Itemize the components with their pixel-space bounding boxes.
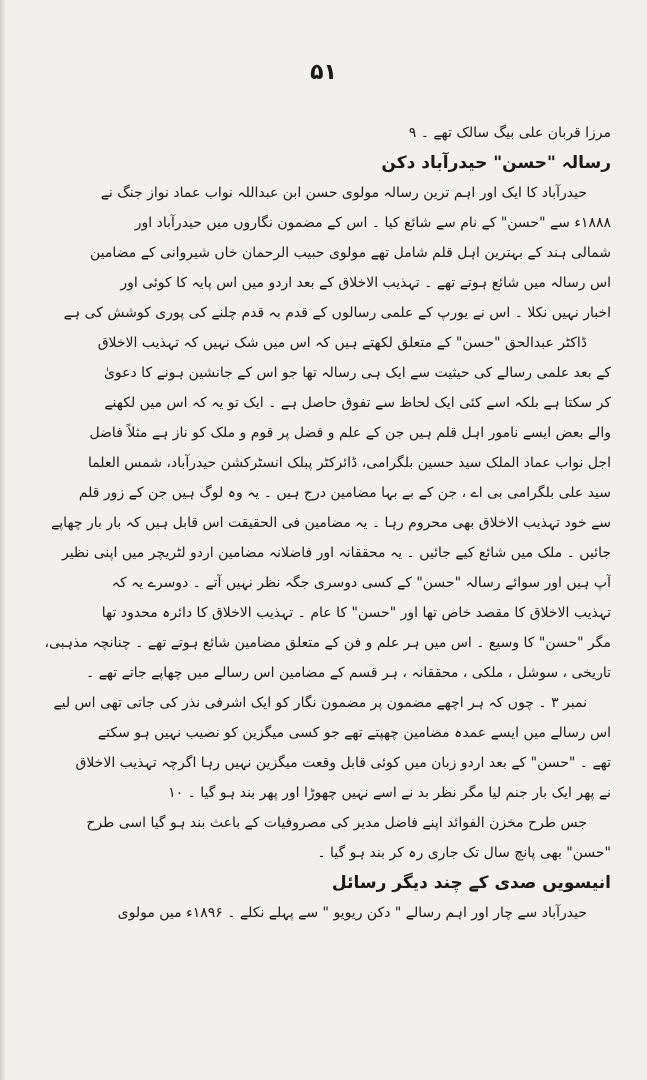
body-line: جس طرح مخزن الفوائد اپنے فاضل مدیر کی مصروفیات کے باعث بند ہو گیا اسی طرح	[86, 815, 587, 831]
page-body	[26, 118, 611, 928]
body-line: اخبار نہیں نکلا ۔ اس نے یورپ کے علمی رسالوں کے قدم بہ قدم چلنے کی پوری کوشش کی ہے	[63, 305, 611, 321]
body-line: سے خود تہذیب الاخلاق بھی محروم رہا ۔ یہ مضامین فی الحقیقت اس قابل ہیں کہ بار بار چھاپے	[51, 515, 611, 531]
body-line: تاریخی ، سوشل ، ملکی ، محققانہ ، ہر قسم کے مضامین اس رسالے میں چھاپے جاتے تھے ۔	[85, 665, 611, 681]
body-line: سید علی بلگرامی بی اے ، جن کے بے بہا مضامین درج ہیں ۔ یہ وہ لوگ ہیں جن کے زور قلم	[78, 485, 611, 501]
body-line: تہذیب الاخلاق کا مقصد خاص تھا اور "حسن" کا عام ۔ تہذیب الاخلاق کا دائرہ محدود تھا	[101, 605, 611, 621]
body-line: کر سکتا ہے بلکہ اسے کئی ایک لحاظ سے تفوق حاصل ہے ۔ ایک تو یہ کہ اس میں لکھنے	[104, 395, 611, 411]
page-gutter-shadow	[0, 0, 6, 1080]
body-line: ۱۸۸۸ء سے "حسن" کے نام سے شائع کیا ۔ اس کے مضمون نگاروں میں حیدرآباد اور	[134, 215, 611, 231]
footnote-line: مرزا قربان علی بیگ سالک تھے ۔ ۹	[408, 125, 611, 141]
section-heading-hasan: رسالہ "حسن" حیدرآباد دکن	[381, 153, 611, 173]
body-line: حیدرآباد کا ایک اور اہم ترین رسالہ مولوی حسن ابن عبداللہ نواب عماد نواز جنگ نے	[100, 185, 587, 201]
body-line: تھے ۔ "حسن" کے بعد اردو زبان میں کوئی قابل وقعت میگزین نہیں رہا اگرچہ تہذیب الاخلاق	[75, 755, 611, 771]
body-line: شمالی ہند کے بہترین اہل قلم شامل تھے مولوی حبیب الرحمان خاں شیروانی کے مضامین	[89, 245, 611, 261]
body-line: "حسن" بھی پانچ سال تک جاری رہ کر بند ہو گیا ۔	[317, 845, 611, 861]
body-line: جائیں ۔ ملک میں شائع کیے جائیں ۔ یہ محققانہ اور فاضلانہ مضامین اردو لٹریچر میں اپنی نظیر	[61, 545, 611, 561]
body-line: ڈاکٹر عبدالحق "حسن" کے متعلق لکھتے ہیں کہ اس میں شک نہیں کہ تہذیب الاخلاق	[97, 335, 587, 351]
body-line: والے بعض ایسے نامور اہل قلم ہیں جن کے علم و فضل پر قوم و ملک کو ناز ہے مثلاً فاضل	[89, 425, 611, 441]
body-line: آپ ہیں اور سوائے رسالہ "حسن" کے کسی دوسری جگہ نظر نہیں آتے ۔ دوسرے یہ کہ	[111, 575, 611, 591]
body-line: کے بعد علمی رسالے کی حیثیت سے ایک ہی رسالہ تھا جو اس کے جانشین ہونے کا دعویٰ	[103, 365, 611, 381]
body-line: اس رسالے میں ایسے عمدہ مضامین چھپتے تھے جو کسی میگزین کو نصیب نہیں ہو سکتے	[97, 725, 611, 741]
body-line: نمبر ۳ ۔ چوں کہ ہر اچھے مضمون پر مضمون نگار کو ایک اشرفی نذر کی جاتی تھی اس لیے	[53, 695, 587, 711]
page-number: ۵۱	[310, 60, 337, 85]
body-line: نے پھر ایک بار جنم لیا مگر نظر بد نے اسے نہیں چھوڑا اور پھر بند ہو گیا ۔ ۱۰	[168, 785, 611, 801]
body-line: حیدرآباد سے چار اور اہم رسالے " دکن ریویو " سے پہلے نکلے ۔ ۱۸۹۶ء میں مولوی	[117, 905, 587, 921]
body-line: مگر "حسن" کا وسیع ۔ اس میں ہر علم و فن کے متعلق مضامین شائع ہوتے تھے ۔ چنانچہ مذہبی،	[44, 635, 611, 651]
section-heading-other-journals: انیسویں صدی کے چند دیگر رسائل	[331, 873, 611, 893]
body-line: اس رسالہ میں شائع ہوتے تھے ۔ تہذیب الاخلاق کے بعد اردو میں اس پایہ کا کوئی اور	[120, 275, 611, 291]
body-line: اجل نواب عماد الملک سید حسین بلگرامی، ڈائرکٹر پبلک انسٹرکشن حیدرآباد، شمس العلما	[87, 455, 611, 471]
